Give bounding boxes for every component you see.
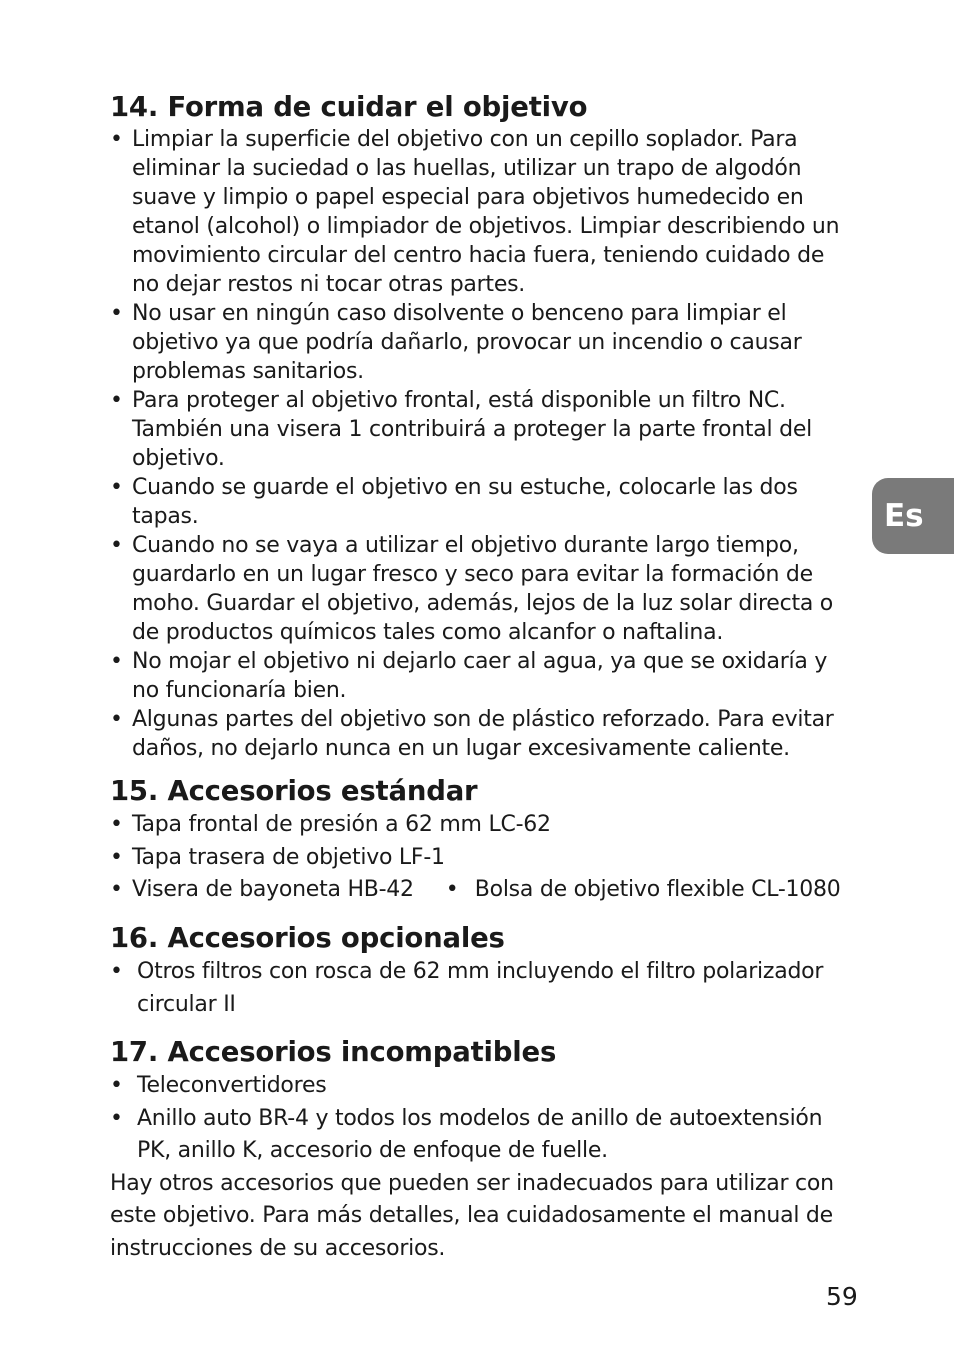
incompatibility-note: Hay otros accesorios que pueden ser inadecuados para utilizar con este objetivo. Para más detalles, lea cuidadosamente el manual de instrucciones de su accesorios. bbox=[110, 1170, 834, 1261]
list-item: • Algunas partes del objetivo son de plástico reforzado. Para evitar daños, no dejarlo nunca en un lugar excesivamente caliente. bbox=[110, 705, 850, 763]
section-optional-accessories bbox=[110, 920, 850, 1021]
list-item: • Visera de bayoneta HB-42 bbox=[110, 874, 414, 907]
list-item: • Tapa trasera de objetivo LF-1 bbox=[110, 842, 850, 875]
list-item: • Para proteger al objetivo frontal, está disponible un filtro NC. También una visera 1 contribuirá a proteger la parte frontal del objetivo. bbox=[110, 386, 850, 473]
list-item: • No usar en ningún caso disolvente o benceno para limpiar el objetivo ya que podría dañarlo, provocar un incendio o causar problemas sanitarios. bbox=[110, 299, 850, 386]
section-title: 16. Accesorios opcionales bbox=[110, 922, 505, 954]
section-lens-care bbox=[110, 89, 850, 763]
list-item: • Teleconvertidores bbox=[110, 1070, 850, 1103]
incompatible-accessories-list bbox=[110, 1070, 850, 1168]
standard-accessories-list bbox=[110, 809, 850, 874]
list-item: • Bolsa de objetivo flexible CL-1080 bbox=[446, 874, 841, 907]
list-item: • Cuando no se vaya a utilizar el objetivo durante largo tiempo, guardarlo en un lugar fresco y seco para evitar la formación de moho. Guardar el objetivo, además, lejos de la luz solar directa o de productos químicos tales como alcanfor o naftalina. bbox=[110, 531, 850, 647]
list-item: • Cuando se guarde el objetivo en su estuche, colocarle las dos tapas. bbox=[110, 473, 850, 531]
section-title: 15. Accesorios estándar bbox=[110, 775, 478, 807]
section-incompatible-accessories bbox=[110, 1034, 850, 1265]
section-title: 14. Forma de cuidar el objetivo bbox=[110, 91, 588, 123]
list-item: • Limpiar la superficie del objetivo con un cepillo soplador. Para eliminar la suciedad o las huellas, utilizar un trapo de algodón suave y limpio o papel especial para objetivos humedecido en etanol (alcohol) o limpiador de objetivos. Limpiar describiendo un movimiento circular del centro hacia fuera, teniendo cuidado de no dejar restos ni tocar otras partes. bbox=[110, 125, 850, 299]
care-instructions-list bbox=[110, 125, 850, 763]
list-item: • Anillo auto BR-4 y todos los modelos de anillo de autoextensión PK, anillo K, accesorio de enfoque de fuelle. bbox=[110, 1103, 850, 1168]
section-title: 17. Accesorios incompatibles bbox=[110, 1036, 557, 1068]
accessories-row bbox=[110, 874, 850, 907]
language-tab: Es bbox=[872, 478, 954, 554]
list-item: • Tapa frontal de presión a 62 mm LC-62 bbox=[110, 809, 850, 842]
section-standard-accessories bbox=[110, 773, 850, 907]
list-item: • No mojar el objetivo ni dejarlo caer al agua, ya que se oxidaría y no funcionaría bien. bbox=[110, 647, 850, 705]
list-item: • Otros filtros con rosca de 62 mm incluyendo el filtro polarizador circular II bbox=[110, 956, 850, 1021]
optional-accessories-list bbox=[110, 956, 850, 1021]
page-number: 59 bbox=[826, 1282, 858, 1311]
